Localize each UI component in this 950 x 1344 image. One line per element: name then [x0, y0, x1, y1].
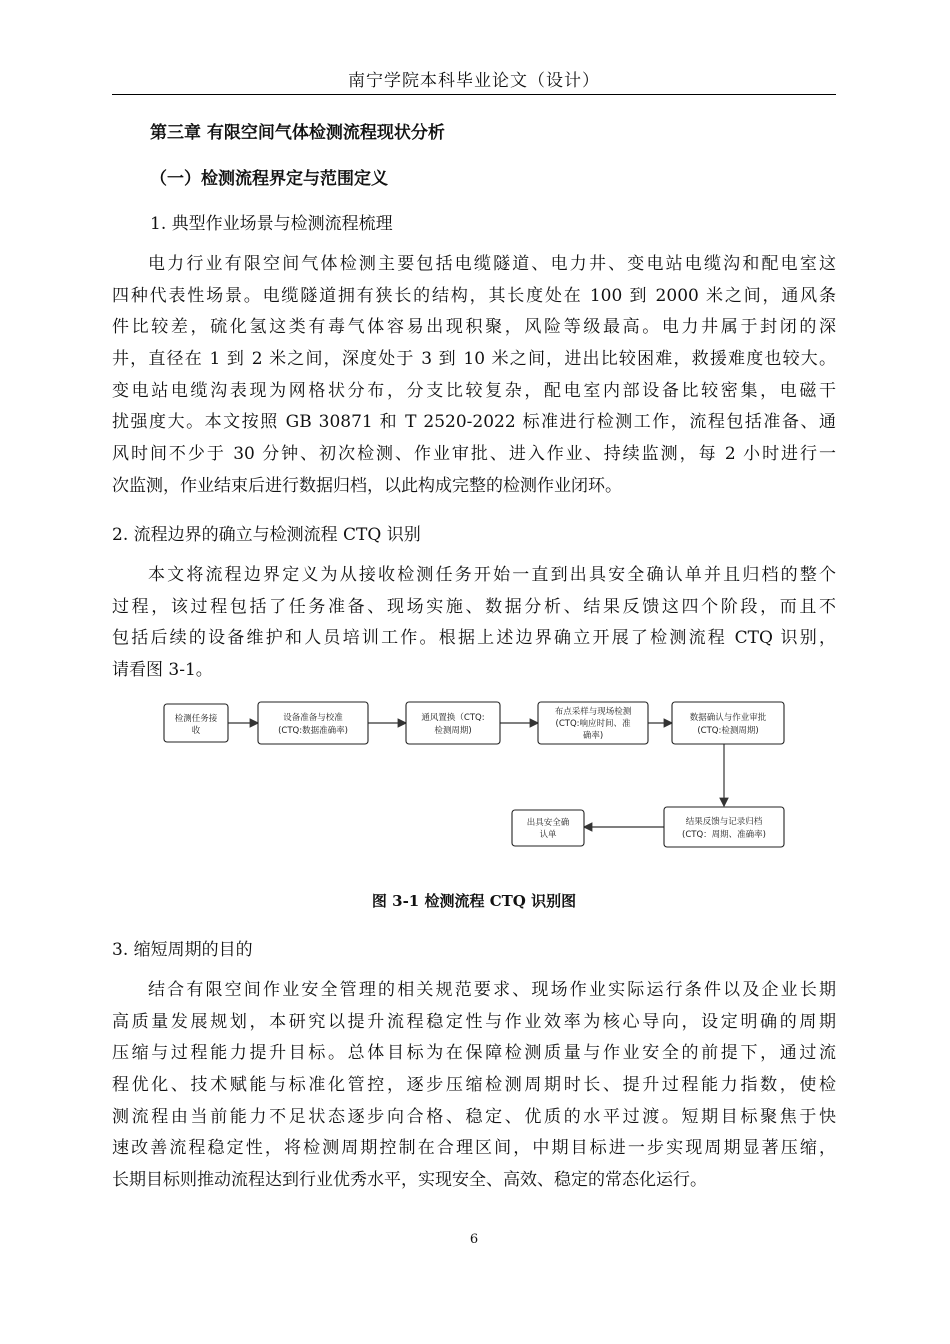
subsection-title-2: 2. 流程边界的确立与检测流程 CTQ 识别 [112, 525, 421, 545]
paragraph-line: 过程，该过程包括了任务准备、现场实施、数据分析、结果反馈这四个阶段，而且不 [112, 596, 836, 617]
paragraph-line: 件比较差，硫化氢这类有毒气体容易出现积聚，风险等级最高。电力井属于封闭的深 [112, 317, 836, 338]
paragraph-line: 变电站电缆沟表现为网格状分布，分支比较复杂，配电室内部设备比较密集，电磁干 [112, 380, 836, 401]
node-certificate-line: 出具安全确 [526, 818, 570, 828]
subsection-title-3: 3. 缩短周期的目的 [112, 940, 253, 960]
paragraph-1 [112, 249, 836, 503]
flow-node-box [258, 702, 368, 744]
paragraph-line: 速改善流程稳定性，将检测周期控制在合理区间，中期目标进一步实现周期显著压缩， [112, 1138, 836, 1159]
paragraph-line: 次监测，作业结束后进行数据归档，以此构成完整的检测作业闭环。 [112, 475, 622, 496]
flow-node-box [406, 702, 500, 744]
node-certificate-line: 认单 [539, 830, 557, 840]
paragraph-line: 井，直径在 1 到 2 米之间，深度处于 3 到 10 米之间，进出比较困难，救援难度也较大。 [112, 349, 836, 370]
paragraph-line: 包括后续的设备维护和人员培训工作。根据上述边界确立开展了检测流程 CTQ 识别， [112, 628, 836, 649]
node-feedback-line: (CTQ：周期、准确率) [682, 830, 766, 840]
paragraph-line: 压缩与过程能力提升目标。总体目标为在保障检测质量与作业安全的前提下，通过流 [112, 1043, 836, 1064]
paragraph-line: 程优化、技术赋能与标准化管控，逐步压缩检测周期时长、提升过程能力指数，使检 [112, 1075, 836, 1096]
paragraph-line: 四种代表性场景。电缆隧道拥有狭长的结构，其长度处在 100 到 2000 米之间，通风条 [112, 285, 836, 306]
flow-node-box [664, 807, 784, 847]
node-device-prep-line: 设备准备与校准 [283, 713, 343, 723]
page-number: 6 [469, 1232, 479, 1247]
paragraph-2 [112, 560, 836, 687]
node-approval-line: (CTQ:检测周期) [697, 726, 759, 736]
node-task-receive-line: 检测任务接 [174, 714, 218, 724]
paragraph-3 [112, 975, 836, 1197]
section-title: （一）检测流程界定与范围定义 [150, 169, 388, 189]
paragraph-line: 扰强度大。本文按照 GB 30871 和 T 2520-2022 标准进行检测工作，流程包括准备、通 [112, 412, 836, 433]
chapter-title: 第三章 有限空间气体检测流程现状分析 [150, 123, 445, 143]
node-device-prep-line: (CTQ:数据准确率) [278, 726, 348, 736]
figure-caption: 图 3-1 检测流程 CTQ 识别图 [371, 892, 577, 910]
paragraph-line: 风时间不少于 30 分钟、初次检测、作业审批、进入作业、持续监测，每 2 小时进行一 [112, 444, 836, 465]
paragraph-line: 测流程由当前能力不足状态逐步向合格、稳定、优质的水平过渡。短期目标聚焦于快 [112, 1106, 836, 1127]
node-sampling-line: 布点采样与现场检测 [554, 707, 632, 717]
flow-node-box [512, 810, 584, 846]
paragraph-line: 电力行业有限空间气体检测主要包括电缆隧道、电力井、变电站电缆沟和配电室这 [148, 254, 836, 274]
flow-node-box [672, 702, 784, 744]
header-rule [112, 94, 836, 95]
paragraph-line: 结合有限空间作业安全管理的相关规范要求、现场作业实际运行条件以及企业长期 [148, 980, 836, 1000]
ctq-flow-diagram [160, 698, 790, 858]
paragraph-line: 长期目标则推动流程达到行业优秀水平，实现安全、高效、稳定的常态化运行。 [112, 1170, 707, 1191]
node-sampling-line: 确率) [582, 731, 604, 741]
paragraph-line: 请看图 3-1。 [112, 660, 213, 681]
subsection-title-1: 1. 典型作业场景与检测流程梳理 [150, 214, 393, 234]
node-approval-line: 数据确认与作业审批 [689, 713, 767, 723]
node-ventilation-line: 检测周期) [434, 726, 472, 736]
page-header: 南宁学院本科毕业论文（设计） [348, 71, 600, 91]
node-feedback-line: 结果反馈与记录归档 [685, 817, 763, 827]
paragraph-line: 本文将流程边界定义为从接收检测任务开始一直到出具安全确认单并且归档的整个 [148, 565, 836, 585]
paragraph-line: 高质量发展规划，本研究以提升流程稳定性与作业效率为核心导向，设定明确的周期 [112, 1011, 836, 1032]
node-sampling-line: (CTQ:响应时间、准 [555, 719, 631, 729]
node-task-receive-line: 收 [191, 726, 201, 736]
node-ventilation-line: 通风置换（CTQ: [421, 713, 485, 723]
